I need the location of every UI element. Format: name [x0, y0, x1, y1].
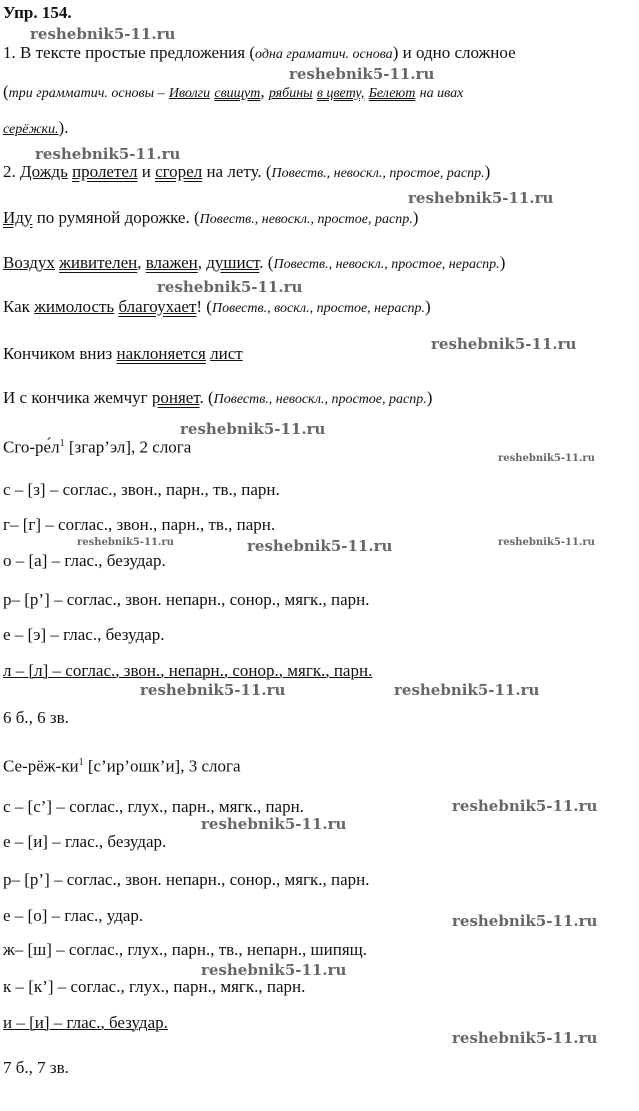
text: И с кончика жемчуг — [3, 388, 148, 407]
word: лист — [210, 344, 243, 363]
word: сгорел — [155, 162, 203, 181]
word-2-summary: 7 б., 7 зв. — [3, 1058, 69, 1077]
word: свищут — [214, 86, 261, 101]
note: одна граматич. основа — [255, 47, 393, 62]
word-2-row: ж– [ш] – соглас., глух., парн., тв., непарн., шипящ. — [3, 940, 368, 959]
footnote-mark: 1 — [59, 438, 65, 449]
text: 1. В тексте простые предложения ( — [3, 43, 256, 62]
word: Дождь — [20, 162, 68, 181]
watermark: reshebnik5-11.ru — [394, 681, 540, 699]
paragraph-1-line-2: (три грамматич. основы – Иволги свищут, рябины в цвету, Белеют на ивах — [3, 82, 464, 101]
word: серёжки. — [3, 122, 59, 137]
word: влажен — [145, 253, 198, 272]
paragraph-1-line-1 — [3, 43, 516, 65]
note: Повеств., воскл., простое, нераспр. — [211, 301, 426, 316]
text: ) и одно сложное — [392, 43, 516, 62]
word: наклоняется — [116, 344, 206, 363]
word-2-heading — [3, 753, 241, 777]
watermark: reshebnik5-11.ru — [289, 65, 435, 83]
text: [с’ир’ошк’и], 3 слога — [83, 756, 241, 776]
word-1-row: г– [г] – соглас., звон., парн., тв., парн. — [3, 515, 276, 534]
watermark: reshebnik5-11.ru — [35, 145, 181, 163]
text: Как — [3, 297, 30, 316]
note: Повеств., невоскл., простое, распр. — [271, 166, 485, 181]
word-1-row: с – [з] – соглас., звон., парн., тв., парн. — [3, 480, 280, 499]
watermark: reshebnik5-11.ru — [247, 537, 393, 555]
note: Повеств., невоскл., простое, нераспр. — [273, 257, 500, 272]
text: ) — [426, 388, 433, 407]
watermark: reshebnik5-11.ru — [30, 25, 176, 43]
text: ! ( — [196, 297, 212, 316]
note: Повеств., невоскл., простое, распр. — [213, 392, 427, 407]
text: ). — [58, 118, 69, 137]
text: . ( — [199, 388, 214, 407]
text: ) — [499, 253, 506, 272]
text: ( — [3, 82, 9, 101]
watermark: reshebnik5-11.ru — [498, 537, 595, 548]
text: ) — [484, 162, 491, 181]
word: роняет — [151, 388, 200, 407]
watermark: reshebnik5-11.ru — [408, 189, 554, 207]
text: Сго-ре́л — [3, 437, 60, 457]
word-1-row: л – [л] – соглас., звон., непарн., сонор., мягк., парн. — [3, 661, 373, 680]
word: пролетел — [72, 162, 138, 181]
note: Повеств., невоскл., простое, распр. — [199, 212, 413, 227]
paragraph-1-line-3 — [3, 118, 68, 140]
sentence-1 — [3, 162, 490, 184]
watermark: reshebnik5-11.ru — [452, 1029, 598, 1047]
word: рябины — [268, 86, 313, 101]
text: ) — [425, 297, 431, 316]
text: Кончиком вниз — [3, 344, 113, 363]
text: по румяной дорожке. ( — [36, 208, 200, 227]
text: ) — [412, 208, 419, 227]
sentence-5 — [3, 344, 243, 364]
watermark: reshebnik5-11.ru — [452, 912, 598, 930]
word: на ивах — [419, 86, 464, 101]
word: Воздух — [3, 253, 55, 272]
word: душист — [206, 253, 260, 272]
watermark: reshebnik5-11.ru — [201, 815, 347, 833]
word-2-row: р– [р’] – соглас., звон. непарн., сонор., мягк., парн. — [3, 870, 370, 889]
watermark: reshebnik5-11.ru — [77, 537, 174, 548]
word: и — [141, 162, 151, 181]
watermark: reshebnik5-11.ru — [180, 420, 326, 438]
word-1-heading — [3, 434, 191, 458]
word-1-summary: 6 б., 6 зв. — [3, 708, 69, 727]
text: Се-рёж-ки — [3, 756, 79, 776]
text: на лету. ( — [206, 162, 272, 181]
text: [згар’эл], 2 слога — [64, 437, 192, 457]
watermark: reshebnik5-11.ru — [140, 681, 286, 699]
word: Иду — [3, 208, 33, 227]
watermark: reshebnik5-11.ru — [498, 453, 595, 464]
watermark: reshebnik5-11.ru — [431, 335, 577, 353]
word: в цвету, — [316, 86, 365, 101]
word-2-row: и – [и] – глас., безудар. — [3, 1013, 168, 1032]
word-2-row: к – [к’] – соглас., глух., парн., мягк., парн. — [3, 977, 306, 996]
sentence-2 — [3, 208, 418, 230]
word: живителен — [59, 253, 138, 272]
word: жимолость — [34, 297, 115, 316]
text: 2. — [3, 162, 16, 181]
footnote-mark: 1 — [78, 757, 84, 768]
word: Белеют — [368, 86, 416, 101]
watermark: reshebnik5-11.ru — [157, 278, 303, 296]
sentence-3: Воздух живителен, влажен, душист. (Повеств., невоскл., простое, нераспр.) — [3, 253, 506, 272]
word-1-row: е – [э] – глас., безудар. — [3, 625, 165, 644]
sentence-4 — [3, 297, 431, 319]
word-2-row: е – [и] – глас., безудар. — [3, 832, 167, 851]
title: Упр. 154. — [3, 3, 72, 22]
word-1-row: р– [р’] – соглас., звон. непарн., сонор., мягк., парн. — [3, 590, 370, 609]
watermark: reshebnik5-11.ru — [452, 797, 598, 815]
word-1-row: о – [а] – глас., безудар. — [3, 551, 166, 570]
word-2-row: е – [о] – глас., удар. — [3, 906, 144, 925]
sentence-6 — [3, 388, 432, 410]
word-2-row: с – [с’] – соглас., глух., парн., мягк., парн. — [3, 797, 304, 816]
word: благоухает — [118, 297, 197, 316]
watermark: reshebnik5-11.ru — [201, 961, 347, 979]
word: Иволги — [168, 86, 211, 101]
note: три грамматич. основы – — [8, 86, 165, 101]
